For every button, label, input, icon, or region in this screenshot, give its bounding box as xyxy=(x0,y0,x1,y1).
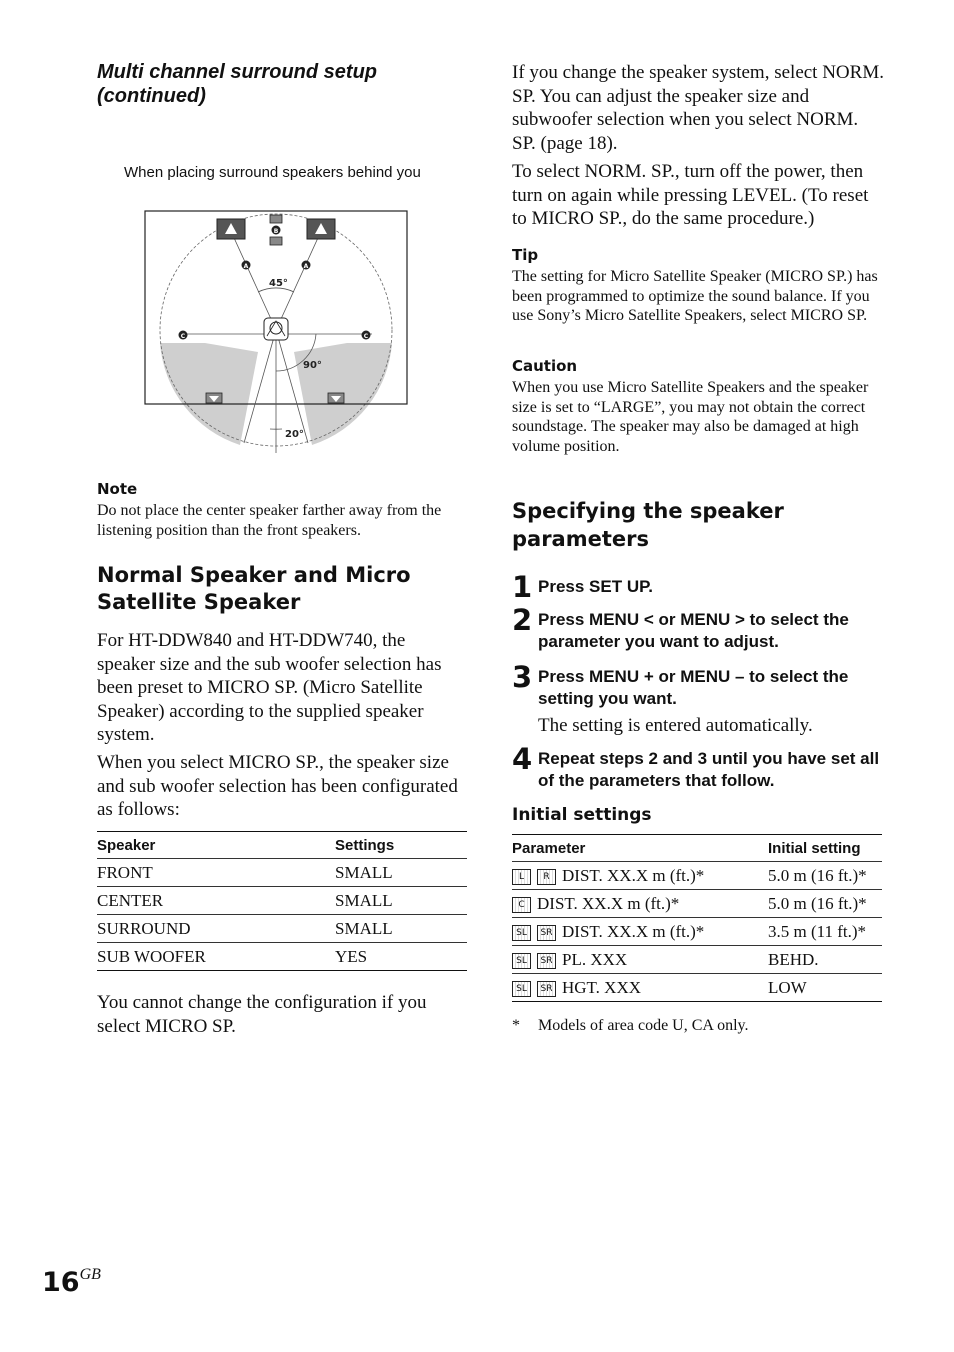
right-intro-para2: To select NORM. SP., turn off the power, then turn on again while pressing LEVEL. (To reset to MICRO SP., do the same procedure.) xyxy=(512,161,869,229)
angle-90-label: 90° xyxy=(303,360,322,371)
specifying-heading: Specifying the speaker parameters xyxy=(512,499,784,551)
setting-cell: YES xyxy=(335,943,467,971)
parameter-cell xyxy=(512,890,768,918)
tip-text: The setting for Micro Satellite Speaker (MICRO SP.) has been programmed to optimize the sound balance. If you use Sony’s Micro Satellite Speakers, select MICRO SP. xyxy=(512,268,878,324)
speaker-cell: CENTER xyxy=(97,887,335,915)
marker-c-left-label: C xyxy=(180,333,186,340)
parameter-cell xyxy=(512,862,768,890)
parameter-text: DIST. XX.X m (ft.)* xyxy=(562,921,705,941)
table-row xyxy=(97,943,467,971)
speaker-r-icon: R xyxy=(537,869,556,885)
speaker-cell: SUB WOOFER xyxy=(97,943,335,971)
initial-settings-table xyxy=(512,834,882,1002)
table-header-row xyxy=(512,835,882,862)
tip-heading: Tip xyxy=(512,246,539,264)
normal-speaker-heading: Normal Speaker and Micro Satellite Speaker xyxy=(97,563,411,614)
caution-block xyxy=(512,357,884,456)
step-4 xyxy=(512,742,884,792)
step-number: 4 xyxy=(512,742,533,776)
speaker-sl-icon: SL xyxy=(512,953,531,969)
initial-settings-heading: Initial settings xyxy=(512,805,652,825)
table-row xyxy=(97,887,467,915)
normal-speaker-para2: When you select MICRO SP., the speaker size and sub woofer selection has been configurated as follows: xyxy=(97,752,458,820)
note-block xyxy=(97,480,467,541)
center-speaker xyxy=(270,215,282,223)
marker-b xyxy=(272,226,281,236)
marker-a-left-label: A xyxy=(243,263,249,270)
table-row xyxy=(512,974,882,1002)
value-cell: 5.0 m (16 ft.)* xyxy=(768,862,882,890)
parameter-cell xyxy=(512,974,768,1002)
marker-c-right-label: C xyxy=(363,333,369,340)
page-number-suffix: GB xyxy=(79,1266,101,1283)
speaker-sr-icon: SR xyxy=(537,925,556,941)
marker-a-right xyxy=(302,261,311,271)
step-3 xyxy=(512,660,884,737)
caution-heading: Caution xyxy=(512,357,578,375)
parameter-cell xyxy=(512,946,768,974)
value-cell: 5.0 m (16 ft.)* xyxy=(768,890,882,918)
marker-a-left xyxy=(242,261,251,271)
section-header-line1: Multi channel surround setup xyxy=(97,61,378,83)
table-row xyxy=(512,890,882,918)
step-text: Repeat steps 2 and 3 until you have set all of the parameters that follow. xyxy=(538,749,880,790)
table-row xyxy=(512,918,882,946)
marker-c-right xyxy=(362,331,371,341)
angle-20-label: 20° xyxy=(285,429,304,440)
step-number: 3 xyxy=(512,660,533,694)
note-text: Do not place the center speaker farther away from the listening position than the front speakers. xyxy=(97,502,442,539)
parameter-text: DIST. XX.X m (ft.)* xyxy=(562,865,705,885)
normal-speaker-para1: For HT-DDW840 and HT-DDW740, the speaker size and the sub woofer selection has been preset to MICRO SP. (Micro Satellite Speaker) according to the supplied speaker system. xyxy=(97,630,442,745)
diagram-caption: When placing surround speakers behind you xyxy=(124,164,421,181)
column-header-parameter: Parameter xyxy=(512,839,586,857)
parameter-cell xyxy=(512,918,768,946)
table-row xyxy=(97,859,467,887)
tip-block xyxy=(512,246,884,326)
right-intro-para1: If you change the speaker system, select NORM. SP. You can adjust the speaker size and subwoofer selection when you select NORM. SP. (page 18). xyxy=(512,62,884,154)
parameter-text: HGT. XXX xyxy=(562,977,642,997)
footnote-text: Models of area code U, CA only. xyxy=(538,1017,749,1034)
speaker-sl-icon: SL xyxy=(512,981,531,997)
caution-text: When you use Micro Satellite Speakers and the speaker size is set to “LARGE”, you may not obtain the correct soundstage. The speaker may also be damaged at high volume position. xyxy=(512,379,869,455)
angle-45-label: 45° xyxy=(269,278,288,289)
footnote-mark: * xyxy=(512,1017,520,1034)
setting-cell: SMALL xyxy=(335,915,467,943)
speaker-l-icon: L xyxy=(512,869,531,885)
speaker-sr-icon: SR xyxy=(537,981,556,997)
column-header-settings: Settings xyxy=(335,836,395,854)
column-header-speaker: Speaker xyxy=(97,836,156,854)
step-text: Press SET UP. xyxy=(538,577,653,596)
page-number-value: 16 xyxy=(42,1267,80,1298)
speaker-cell: FRONT xyxy=(97,859,335,887)
table-row xyxy=(512,862,882,890)
column-header-initial-setting: Initial setting xyxy=(768,839,861,857)
speaker-c-icon: C xyxy=(512,897,531,913)
note-heading: Note xyxy=(97,480,138,498)
marker-b-label: B xyxy=(273,228,279,235)
marker-a-right-label: A xyxy=(303,263,309,270)
speaker-sl-icon: SL xyxy=(512,925,531,941)
step-3-subtext: The setting is entered automatically. xyxy=(538,715,813,736)
table-header-row xyxy=(97,832,467,859)
value-cell: 3.5 m (11 ft.)* xyxy=(768,918,882,946)
parameter-text: PL. XXX xyxy=(562,949,628,969)
step-text: Press MENU < or MENU > to select the parameter you want to adjust. xyxy=(538,610,849,651)
speaker-placement-diagram xyxy=(140,205,412,455)
marker-c-left xyxy=(179,331,188,341)
step-2 xyxy=(512,603,884,653)
step-number: 1 xyxy=(512,570,533,604)
step-number: 2 xyxy=(512,603,533,637)
footnote xyxy=(512,1017,884,1035)
speaker-sr-icon: SR xyxy=(537,953,556,969)
setting-cell: SMALL xyxy=(335,859,467,887)
section-header-line2: (continued) xyxy=(97,85,206,107)
step-text: Press MENU + or MENU – to select the setting you want. xyxy=(538,667,849,708)
speaker-cell: SURROUND xyxy=(97,915,335,943)
value-cell: BEHD. xyxy=(768,946,882,974)
normal-speaker-para3: You cannot change the configuration if you select MICRO SP. xyxy=(97,992,427,1037)
page-number xyxy=(42,1266,101,1298)
setting-cell: SMALL xyxy=(335,887,467,915)
section-header xyxy=(97,60,457,108)
parameter-text: DIST. XX.X m (ft.)* xyxy=(537,893,680,913)
listener-icon xyxy=(264,318,288,340)
speaker-settings-table xyxy=(97,831,467,971)
value-cell: LOW xyxy=(768,974,882,1002)
table-row xyxy=(512,946,882,974)
table-row xyxy=(97,915,467,943)
step-1 xyxy=(512,570,884,604)
